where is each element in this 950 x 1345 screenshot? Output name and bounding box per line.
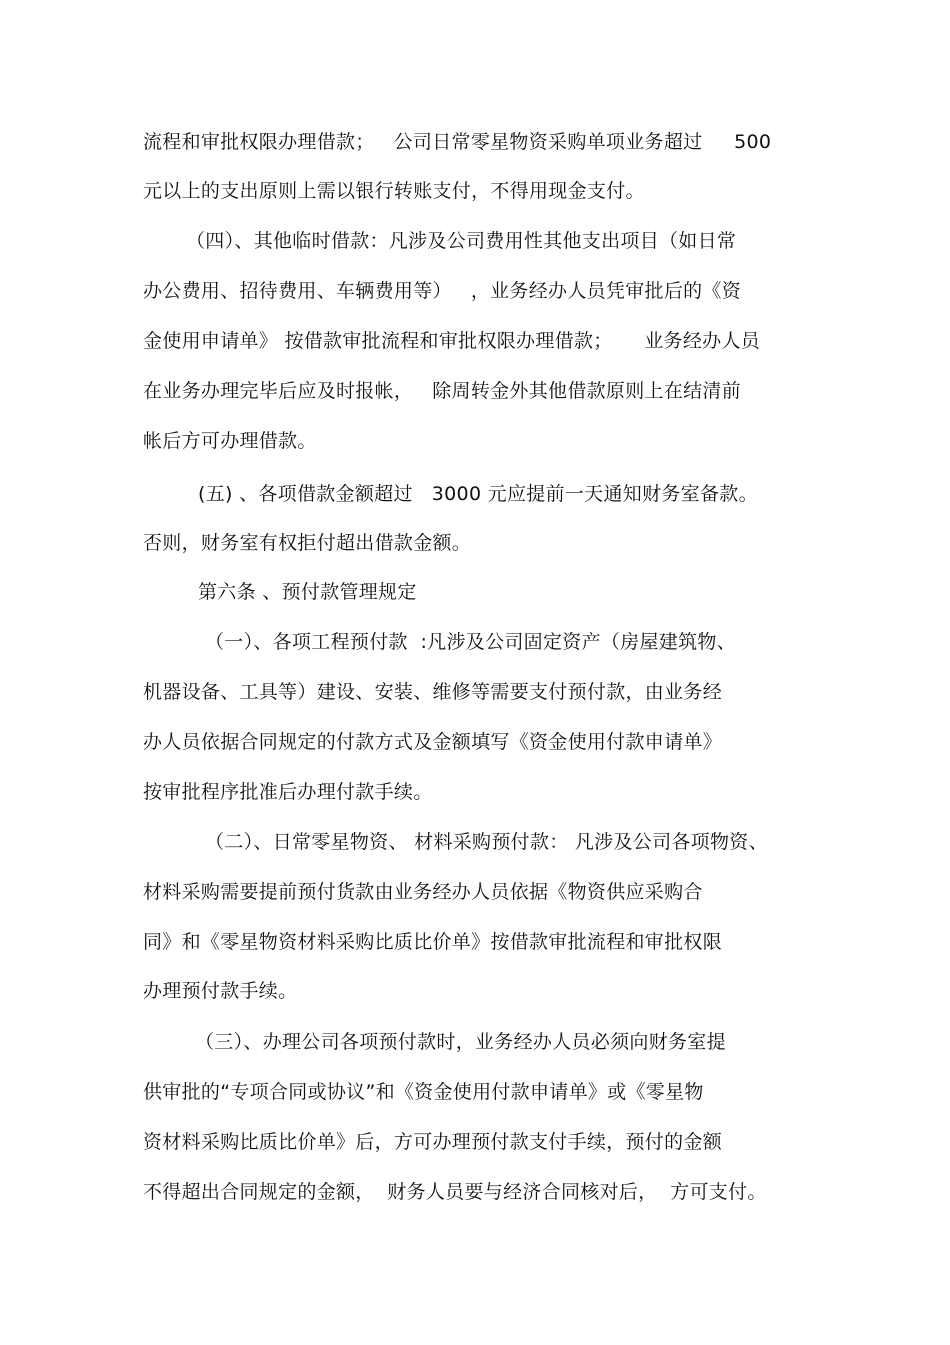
text-line: 同》和《零星物资材料采购比质比价单》按借款审批流程和审批权限 (143, 931, 723, 953)
text-line: 帐后方可办理借款。 (143, 430, 317, 452)
text-line: 金使用申请单》 按借款审批流程和审批权限办理借款； 业务经办人员 (143, 330, 761, 352)
text-line: （三）、办理公司各项预付款时，业务经办人员必须向财务室提 (195, 1031, 726, 1053)
text-line: 资材料采购比质比价单》后，方可办理预付款支付手续，预付的金额 (143, 1131, 723, 1153)
text-line: 供审批的“专项合同或协议”和《资金使用付款申请单》或《零星物 (143, 1081, 704, 1103)
text-line: 办人员依据合同规定的付款方式及金额填写《资金使用付款申请单》 (143, 731, 723, 753)
text-line: 办公费用、招待费用、车辆费用等） ，业务经办人员凭审批后的《资 (143, 280, 742, 302)
text-line: 元以上的支出原则上需以银行转账支付，不得用现金支付。 (143, 180, 645, 202)
text-line: 办理预付款手续。 (143, 980, 298, 1002)
text-line: （一）、各项工程预付款 :凡涉及公司固定资产（房屋建筑物、 (205, 631, 736, 653)
text-line: 流程和审批权限办理借款； 公司日常零星物资采购单项业务超过 500 (143, 131, 772, 153)
text-line: （四）、其他临时借款：凡涉及公司费用性其他支出项目（如日常 (186, 230, 737, 252)
text-line: 否则，财务室有权拒付超出借款金额。 (143, 532, 472, 554)
text-line: 按审批程序批准后办理付款手续。 (143, 781, 433, 803)
text-line: （二）、日常零星物资、 材料采购预付款： 凡涉及公司各项物资、 (205, 831, 768, 853)
text-line: 材料采购需要提前预付货款由业务经办人员依据《物资供应采购合 (143, 881, 703, 903)
text-line: (五) 、各项借款金额超过 3000 元应提前一天通知财务室备款。 (198, 483, 758, 505)
text-line: 在业务办理完毕后应及时报帐， 除周转金外其他借款原则上在结清前 (143, 380, 742, 402)
section-heading: 第六条 、预付款管理规定 (198, 581, 417, 603)
text-line: 机器设备、工具等）建设、安装、维修等需要支付预付款，由业务经 (143, 681, 723, 703)
text-line: 不得超出合同规定的金额， 财务人员要与经济合同核对后， 方可支付。 (143, 1181, 767, 1203)
